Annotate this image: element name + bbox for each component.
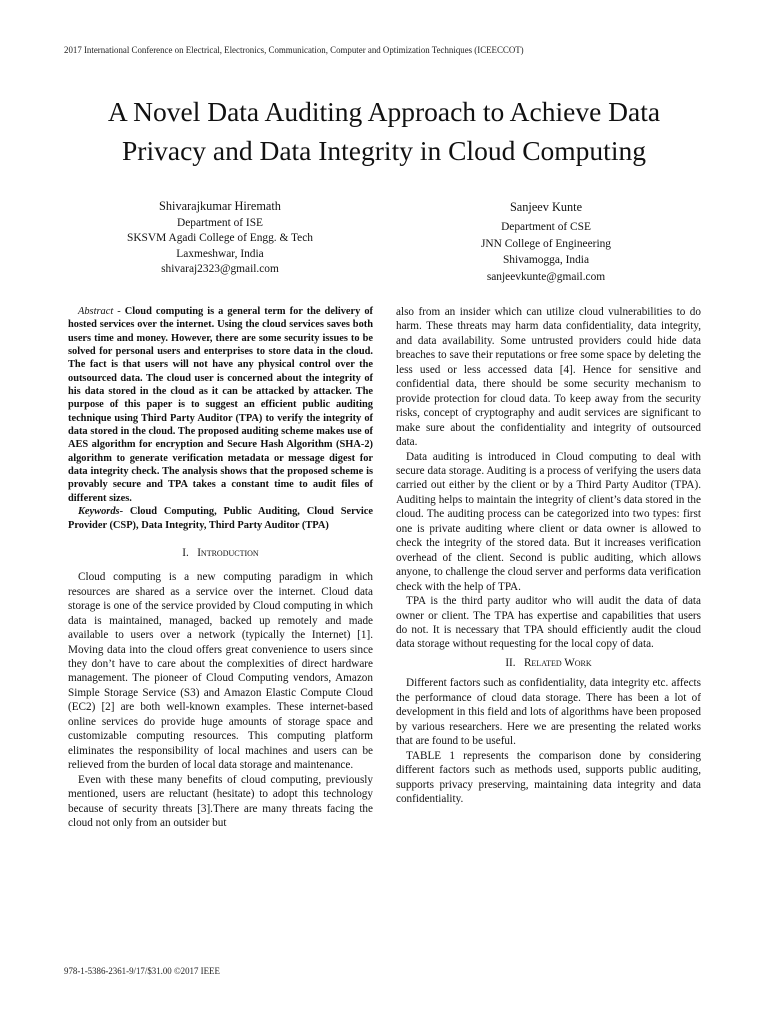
- keywords: [68, 505, 373, 532]
- author-email: shivaraj2323@gmail.com: [161, 262, 279, 275]
- author-email: sanjeevkunte@gmail.com: [486, 271, 606, 284]
- author-block-2: [408, 199, 684, 286]
- abstract-label: Abstract -: [78, 306, 125, 317]
- paper-title-line-1: A Novel Data Auditing Approach to Achieve Data: [107, 96, 661, 127]
- right-column: [396, 305, 701, 806]
- section-number: I.: [182, 546, 189, 559]
- author-department: Department of ISE: [176, 217, 264, 230]
- author-college: SKSVM Agadi College of Engg. & Tech: [127, 232, 313, 245]
- copyright-footer: 978-1-5386-2361-9/17/$31.00 ©2017 IEEE: [64, 966, 220, 976]
- section-title: Related Work: [523, 656, 592, 669]
- author-department: Department of CSE: [501, 220, 591, 233]
- left-column: [68, 305, 373, 830]
- author-name: Sanjeev Kunte: [509, 200, 583, 214]
- section-heading-introduction: [68, 546, 373, 560]
- paragraph: Data auditing is introduced in Cloud computing to deal with secure data storage. Auditing is a process of verifying the users data carried out either by the client or by a Third Party Auditor (TPA). Auditing helps to maintain the integrity of client’s data stored in the cloud. The auditing process can be categorized into two types: first one is private auditing where client or data owner is allowed to check the integrity of the stored data. But it increases verification overhead of the client. Second is public auditing, which allows anyone, to challenge the cloud server and performs data verification check with the help of TPA.: [396, 450, 701, 593]
- keywords-text: Cloud Computing, Public Auditing, Cloud Service Provider (CSP), Data Integrity, Third Party Auditor (TPA): [68, 506, 374, 531]
- paragraph: TABLE 1 represents the comparison done by considering different factors such as methods used, supports public auditing, supports privacy preserving, maintaining data integrity and data confidentiality.: [396, 749, 701, 805]
- author-location: Shivamogga, India: [502, 254, 590, 267]
- paragraph: Even with these many benefits of cloud computing, previously mentioned, users are reluctant (hesitate) to adopt this technology because of security threats [3].There are many threats facing the cloud not only from an outsider but: [68, 773, 373, 829]
- keywords-label: Keywords-: [78, 506, 130, 518]
- author-name: Shivarajkumar Hiremath: [159, 199, 281, 213]
- section-title: Introduction: [197, 546, 259, 559]
- paragraph: Cloud computing is a new computing paradigm in which resources are shared as a service over the internet. Cloud data storage is one of the service provided by Cloud computing in which data is maintained, managed, backed up remotely and made available to users over a network (typically the Internet) [1]. Moving data into the cloud offers great convenience to users since they don’t have to care about the complexities of direct hardware management. The pioneer of Cloud Computing vendors, Amazon Simple Storage Service (S3) and Amazon Elastic Compute Cloud (EC2) [2] are both well-known examples. These internet-based online services do provide huge amounts of storage space and customizable computing resources. This computing platform eliminates the responsibility of local machines and users can be relieved from the burden of local data storage and maintenance.: [68, 571, 373, 772]
- section-number: II.: [505, 656, 516, 669]
- paragraph: Different factors such as confidentiality, data integrity etc. affects the performance of cloud data storage. There has been a lot of development in this field and lots of algorithms have been proposed by various researchers. Here we are presenting the related works that are found to be useful.: [396, 677, 701, 748]
- section-heading-related-work: [396, 656, 701, 670]
- paragraph: TPA is the third party auditor who will audit the data of data owner or client. The TPA has expertise and capabilities that users do not. It is necessary that TPA should efficiently audit the cloud data storage without requesting for the local copy of data.: [396, 595, 701, 651]
- paper-title: [40, 92, 728, 170]
- abstract-text: Cloud computing is a general term for the delivery of hosted services over the internet. Using the cloud services saves both users time and money. However, there are some security issues to be solved for personal users and enterprises to store data in the cloud. The fact is that users will not have any physical control over the outsourced data. The cloud user is concerned about the integrity of his data stored in the cloud as it can be attacked by attacker. The purpose of this paper is to suggest an efficient public auditing technique using Third Party Auditor (TPA) to verify the integrity of data stored in the cloud. The proposed auditing scheme makes use of AES algorithm for encryption and Secure Hash Algorithm (SHA-2) algorithm to generate verification metadata or message digest for data integrity check. The analysis shows that the proposed scheme is provably secure and TPA takes a constant time to audit files of different sizes.: [68, 306, 373, 504]
- author-block-1: [82, 199, 358, 277]
- author-location: Laxmeshwar, India: [176, 247, 264, 260]
- author-college: JNN College of Engineering: [480, 237, 611, 250]
- paragraph-continued: also from an insider which can utilize cloud vulnerabilities to do harm. These threats may harm data confidentiality, data integrity, and data availability. Some untrusted providers could hide data breaches to save their reputations or free some space by deleting the less used or less accessed data [4]. Hence for sensitive and confidential data, there should be some security mechanism to provide protection for cloud data. To keep away from the security risks, concept of cryptography and audit services are significant to make sure about the confidentiality and integrity of outsourced data.: [396, 306, 701, 449]
- conference-header: 2017 International Conference on Electrical, Electronics, Communication, Computer and Optimization Techniques (ICEECCOT): [64, 45, 524, 55]
- abstract: [68, 305, 373, 505]
- paper-title-line-2: Privacy and Data Integrity in Cloud Computing: [122, 135, 646, 166]
